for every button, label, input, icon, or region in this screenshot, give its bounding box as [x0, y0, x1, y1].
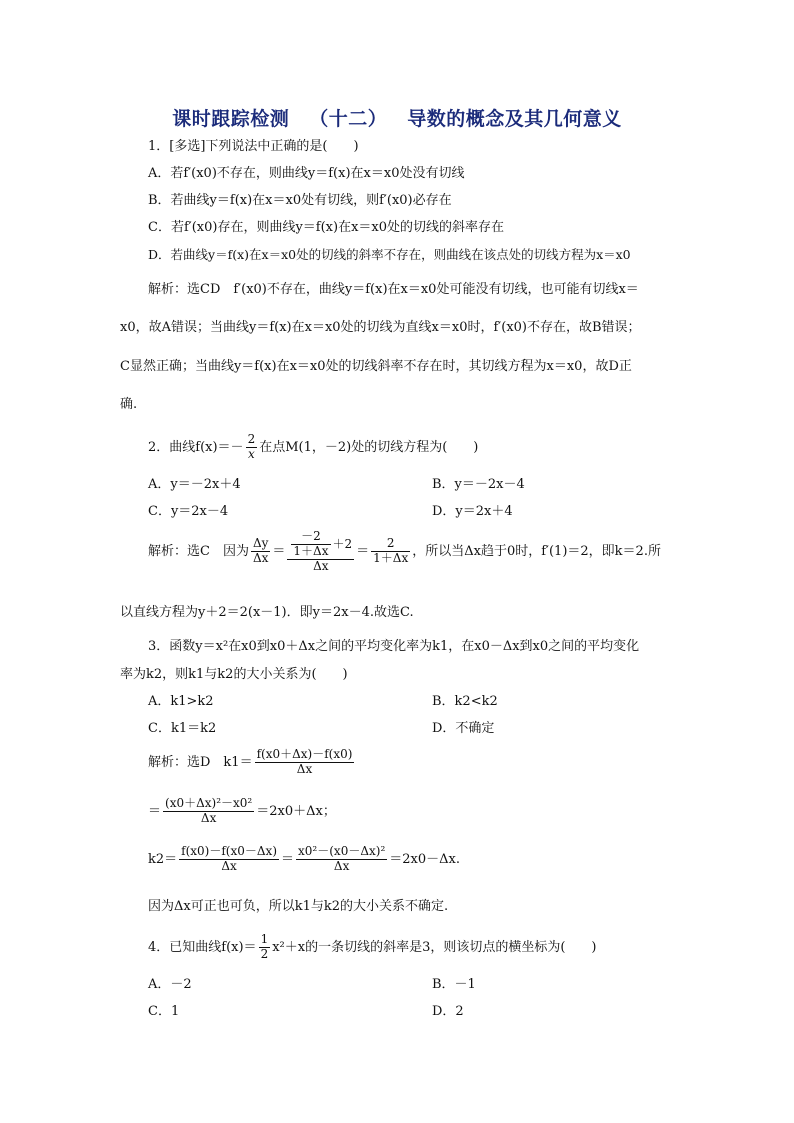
q2-option-c: C．y＝2x－4: [148, 504, 229, 519]
q1-option-a: A．若f′(x0)不存在，则曲线y＝f(x)在x＝x0处没有切线: [148, 166, 465, 181]
k2-fraction: [179, 845, 279, 874]
fraction-denominator: Δx: [221, 858, 237, 873]
fraction-numerator: [287, 530, 354, 560]
title-part-1: 课时跟踪检测: [172, 108, 290, 130]
q2-stem-fraction: [246, 433, 258, 462]
q2-analysis-start: 解析：选C 因为: [148, 544, 249, 560]
one-half-fraction: [259, 933, 271, 962]
q4-option-d: D．2: [432, 1004, 464, 1019]
q4-option-c: C．1: [148, 1004, 180, 1019]
equals-sign: ＝: [356, 544, 370, 560]
q2-stem-end: 在点M(1，－2)处的切线方程为( ): [259, 439, 479, 455]
q2-option-d: D．y＝2x＋4: [432, 504, 513, 519]
q3-conclusion: 因为Δx可正也可负，所以k1与k2的大小关系不确定.: [148, 899, 449, 914]
q3-stem-line-2: 率为k2，则k1与k2的大小关系为( ): [120, 667, 348, 682]
k1-expansion-fraction: [163, 797, 254, 826]
title-part-2: （十二）: [309, 108, 388, 130]
fraction-denominator: Δx: [200, 810, 217, 825]
fraction-numerator: f(x0)－f(x0－Δx): [181, 844, 278, 858]
q2-stem-start: 2．曲线f(x)＝－: [148, 439, 244, 455]
q2-analysis-line-2: 以直线方程为y＋2＝2(x－1)．即y＝2x－4.故选C.: [120, 605, 414, 620]
q1-analysis-line-1: 解析：选CD f′(x0)不存在，曲线y＝f(x)在x＝x0处可能没有切线，也可能有切线x＝: [148, 282, 639, 297]
q2-analysis-end: ，所以当Δx趋于0时，f′(1)＝2，即k＝2.所: [412, 544, 661, 560]
k1-result: ＝2x0＋Δx；: [256, 803, 336, 819]
fraction-denominator: 1＋Δx: [373, 551, 409, 566]
equals-sign: ＝: [281, 851, 295, 867]
fraction-denominator: 1＋Δx: [293, 543, 329, 558]
q1-analysis-line-3: C显然正确；当曲线y＝f(x)在x＝x0处的切线斜率不存在时，其切线方程为x＝x0，故D正: [120, 359, 632, 374]
result-fraction: [371, 537, 410, 566]
q1-option-b: B．若曲线y＝f(x)在x＝x0处有切线，则f′(x0)必存在: [148, 193, 452, 208]
fraction-denominator: Δx: [313, 558, 329, 573]
equals-sign: ＝: [272, 544, 286, 560]
q3-analysis-line-1: [148, 748, 356, 777]
q4-stem-start: 4．已知曲线f(x)＝: [148, 939, 257, 955]
q3-option-b: B．k2<k2: [432, 694, 498, 709]
fraction-numerator: x0²－(x0－Δx)²: [298, 844, 386, 858]
page-title: [0, 104, 794, 131]
fraction-numerator: 2: [371, 537, 410, 552]
fraction-numerator: f(x0＋Δx)－f(x0): [256, 747, 353, 761]
plus-two: ＋2: [332, 536, 353, 551]
k2-expansion-fraction: [296, 845, 387, 874]
q4-stem-end: x²＋x的一条切线的斜率是3，则该切点的横坐标为( ): [272, 939, 597, 955]
q3-option-c: C．k1＝k2: [148, 721, 217, 736]
q4-option-b: B．－1: [432, 977, 476, 992]
fraction-numerator: 1: [260, 932, 269, 946]
fraction-denominator: x: [247, 446, 255, 461]
dy-dx-fraction: [251, 537, 270, 566]
q3-analysis-line-2: [148, 797, 336, 826]
k1-fraction: [255, 748, 355, 777]
fraction-numerator: －2: [291, 530, 330, 545]
q2-option-a: A．y＝－2x＋4: [148, 477, 241, 492]
k2-result: ＝2x0－Δx.: [389, 851, 460, 867]
q2-analysis-line-1: [148, 530, 661, 573]
k2-label: k2＝: [148, 851, 178, 867]
fraction-denominator: Δx: [296, 761, 313, 776]
q3-stem-line-1: 3．函数y＝x²在x0到x0＋Δx之间的平均变化率为k1，在x0－Δx到x0之间的平均变化: [148, 639, 640, 654]
q1-option-d: D．若曲线y＝f(x)在x＝x0处的切线的斜率不存在，则曲线在该点处的切线方程为x＝x0: [148, 247, 631, 262]
compound-fraction: [287, 530, 354, 573]
q4-stem: [148, 933, 597, 962]
fraction-numerator: (x0＋Δx)²－x0²: [165, 796, 253, 810]
q3-analysis-line-3: [148, 845, 460, 874]
q2-option-b: B．y＝－2x－4: [432, 477, 525, 492]
inner-fraction: [291, 530, 330, 559]
equals-sign: ＝: [148, 803, 162, 819]
q3-option-d: D．不确定: [432, 721, 495, 736]
q2-stem: [148, 433, 478, 462]
title-part-3: 导数的概念及其几何意义: [407, 108, 622, 130]
q1-analysis-line-2: x0，故A错误；当曲线y＝f(x)在x＝x0处的切线为直线x＝x0时，f′(x0)不存在，故B错误；: [120, 320, 641, 335]
fraction-numerator: 2: [247, 432, 256, 446]
q3-option-a: A．k1>k2: [148, 694, 214, 709]
fraction-denominator: 2: [260, 946, 269, 961]
fraction-denominator: Δx: [333, 858, 350, 873]
q4-option-a: A．－2: [148, 977, 192, 992]
q1-stem: 1．[多选]下列说法中正确的是( ): [148, 139, 359, 154]
fraction-denominator: Δx: [252, 551, 269, 566]
q3-analysis-start: 解析：选D k1＝: [148, 754, 253, 770]
q1-option-c: C．若f′(x0)存在，则曲线y＝f(x)在x＝x0处的切线的斜率存在: [148, 220, 505, 235]
q1-analysis-line-4: 确.: [120, 397, 138, 412]
fraction-numerator: Δy: [252, 536, 269, 551]
